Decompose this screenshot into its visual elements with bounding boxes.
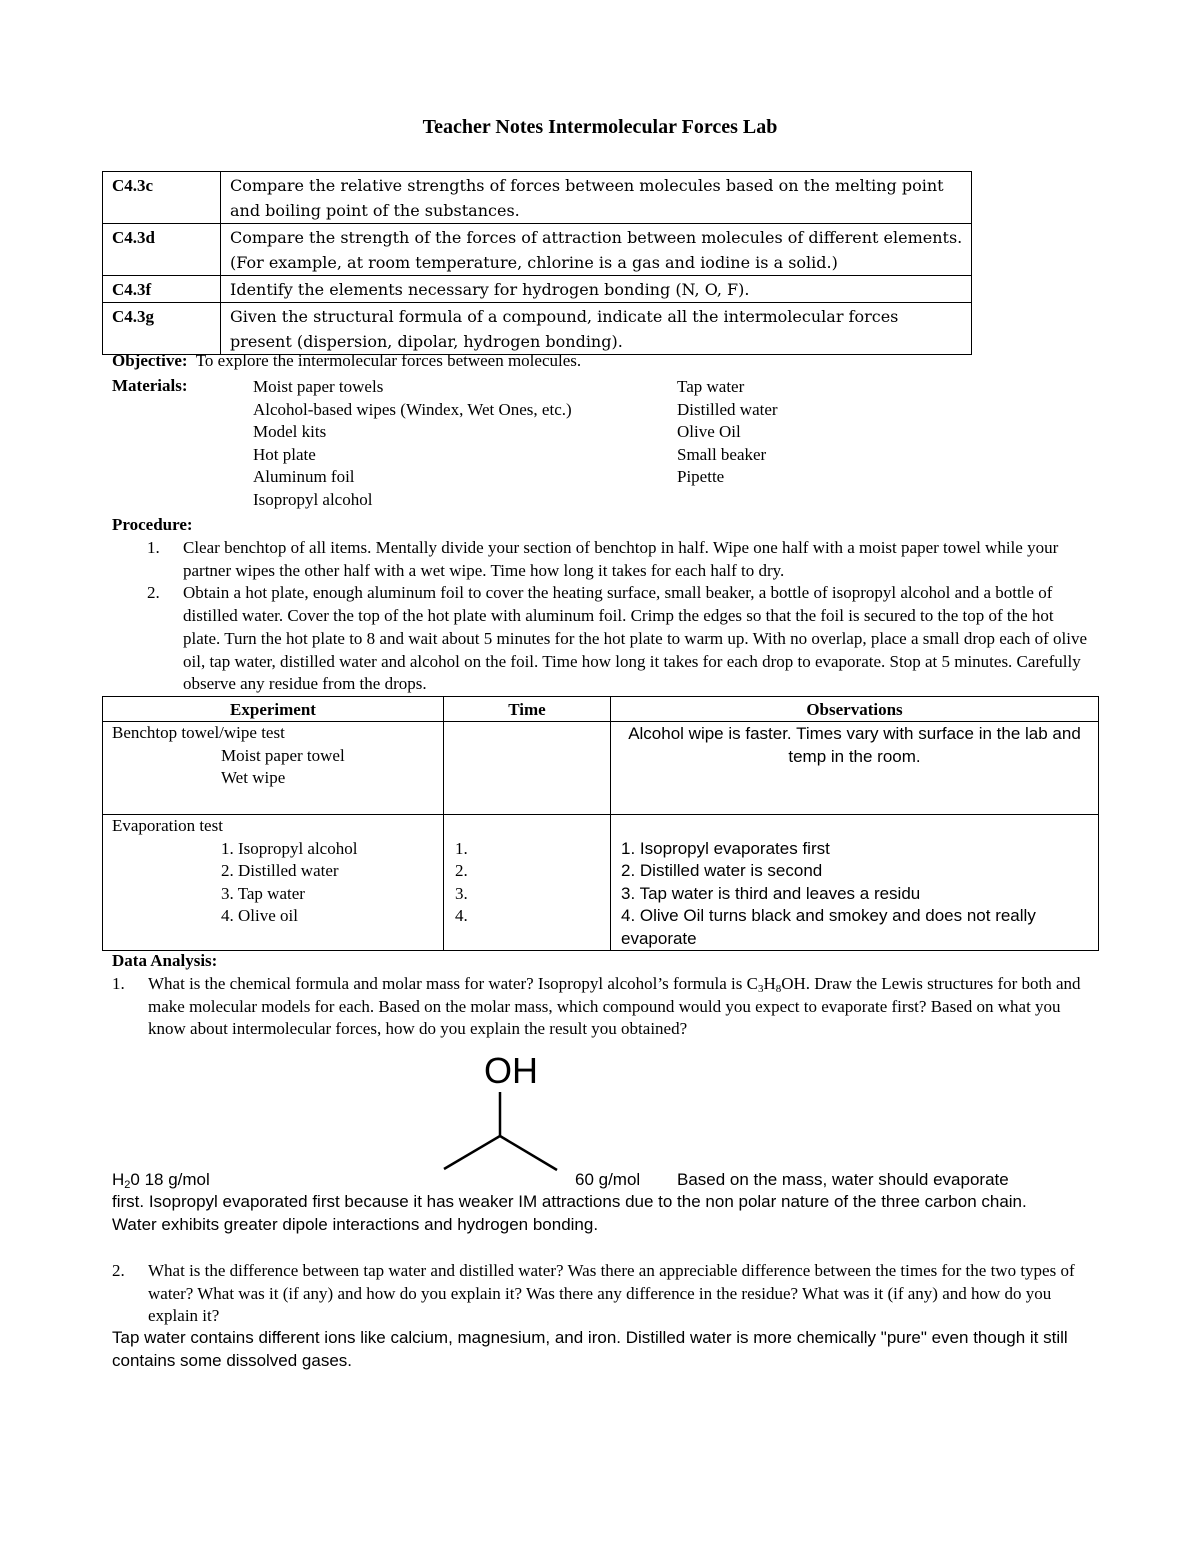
question-text: What is the difference between tap water and distilled water? Was there an appreciable difference between the times for the two types of water? What was it (if any) and how do you explain it? Was there any difference in the residue? What was it (if any) and how do you explain it? (148, 1261, 1075, 1325)
experiment-table (102, 696, 1099, 951)
column-header: Experiment (103, 697, 444, 722)
procedure-label: Procedure: (112, 515, 193, 534)
question-1 (112, 973, 1092, 1041)
table-row (103, 276, 972, 303)
procedure-step (110, 537, 1090, 582)
time-cell (444, 815, 611, 951)
subscript: 8 (775, 983, 782, 995)
list-item: Hot plate (253, 444, 316, 464)
page-title: Teacher Notes Intermolecular Forces Lab (422, 116, 778, 138)
observation-item: 4. Olive Oil turns black and smokey and does not really evaporate (621, 906, 1036, 948)
step-text: Obtain a hot plate, enough aluminum foil to cover the heating surface, small beaker, a bottle of isopropyl alcohol and a bottle of distilled water. Cover the top of the hot plate with aluminum foil. Crimp the edges so that the foil is secured to the top of the hot plate. Turn the hot plate to 8 and wait about 5 minutes for the hot plate to warm up. With no overlap, place a small drop each of olive oil, tap water, distilled water and alcohol on the foil. Time how long it takes for each drop to evaporate. Stop at 5 minutes. Carefully observe any residue from the drops. (183, 583, 1088, 694)
time-cell (444, 722, 611, 815)
question-number: 1. (112, 974, 125, 993)
experiment-title: Evaporation test (112, 816, 223, 835)
observation-item: 1. Isopropyl evaporates first (621, 838, 830, 858)
time-item: 2. (455, 861, 468, 880)
standard-text: Compare the strength of the forces of attraction between molecules of different elements. (For example, at room temperature, chlorine is a gas and iodine is a solid.) (221, 224, 972, 276)
data-analysis-label: Data Analysis: (112, 951, 218, 970)
list-item: Distilled water (677, 399, 778, 419)
experiment-title: Benchtop towel/wipe test (112, 723, 285, 742)
standard-code: C4.3g (103, 303, 221, 355)
bond-line (500, 1136, 557, 1170)
list-item: Moist paper towels (253, 377, 384, 396)
standard-code: C4.3f (103, 276, 221, 303)
answer-1-first: Based on the mass, water should evaporate (677, 1170, 1009, 1189)
experiment-cell (103, 722, 444, 815)
list-item: Tap water (677, 377, 745, 396)
experiment-item: 4. Olive oil (221, 906, 298, 925)
list-item: Alcohol-based wipes (Windex, Wet Ones, etc.) (253, 399, 572, 419)
table-header-row (103, 697, 1099, 722)
procedure-step (110, 582, 1090, 696)
experiment-item: Wet wipe (221, 768, 286, 787)
time-item: 3. (455, 883, 468, 903)
list-item: Pipette (677, 467, 725, 487)
question-text-part: H (763, 974, 776, 993)
answer-2: Tap water contains different ions like calcium, magnesium, and iron. Distilled water is more chemically "pure" even though it still contains some dissolved gases. (112, 1328, 1068, 1370)
experiment-item: 1. Isopropyl alcohol (221, 838, 358, 858)
question-text-part: What is the chemical formula and molar mass for water? Isopropyl alcohol’s formula is C (148, 974, 758, 993)
standard-code: C4.3c (103, 172, 221, 224)
water-mass (112, 1169, 210, 1192)
answer-1: first. Isopropyl evaporated first because it has weaker IM attractions due to the non polar nature of the three carbon chain. Water exhibits greater dipole interactions and hydrogen bonding. (112, 1192, 1027, 1234)
experiment-cell (103, 815, 444, 951)
subscript: 2 (124, 1179, 131, 1191)
time-item: 1. (455, 838, 468, 858)
list-item: Aluminum foil (253, 467, 355, 487)
list-item: Isopropyl alcohol (253, 489, 373, 509)
observation-cell (611, 815, 1099, 951)
subscript: 3 (757, 983, 764, 995)
water-formula-part: 0 18 g/mol (130, 1170, 210, 1189)
table-row (103, 722, 1099, 815)
step-text: Clear benchtop of all items. Mentally divide your section of benchtop in half. Wipe one half with a moist paper towel while your partner wipes the other half with a wet wipe. Time how long it takes for each half to dry. (183, 538, 1059, 580)
materials-list-right (677, 376, 778, 489)
standard-text: Identify the elements necessary for hydrogen bonding (N, O, F). (221, 276, 972, 303)
observation-item: 3. Tap water is third and leaves a residu (621, 883, 921, 903)
table-row (103, 815, 1099, 951)
experiment-item: 3. Tap water (221, 883, 305, 903)
list-item: Olive Oil (677, 422, 741, 442)
procedure-list (110, 537, 1090, 696)
standards-table (102, 171, 972, 355)
observation-cell: Alcohol wipe is faster. Times vary with surface in the lab and temp in the room. (611, 722, 1099, 815)
question-2 (112, 1260, 1092, 1328)
table-row (103, 224, 972, 276)
column-header: Observations (611, 697, 1099, 722)
objective-label: Objective: (112, 351, 188, 370)
bond-line (444, 1136, 500, 1169)
materials-list-left (253, 376, 572, 512)
table-row (103, 172, 972, 224)
question-text (112, 973, 1092, 1041)
standard-text: Compare the relative strengths of forces between molecules based on the melting point and boiling point of the substances. (221, 172, 972, 224)
list-item: Small beaker (677, 444, 767, 464)
question-number: 2. (112, 1261, 125, 1280)
question-text-part: OH. Draw the Lewis structures for both and make molecular models for each. Based on the molar mass, which compound would you expect to evaporate first? Based on what you know about intermolecular forces, how do you explain the result you obtained? (148, 974, 1081, 1038)
observation-item: 2. Distilled water is second (621, 861, 823, 880)
objective-text: To explore the intermolecular forces between molecules. (195, 351, 582, 370)
isopropyl-structure (440, 1052, 560, 1174)
isopropyl-mass: 60 g/mol (575, 1170, 641, 1189)
experiment-item: 2. Distilled water (221, 861, 339, 880)
table-row (103, 303, 972, 355)
list-item: Model kits (253, 422, 327, 442)
step-number: 2. (147, 583, 160, 603)
water-formula-part: H (112, 1170, 125, 1189)
materials-label: Materials: (112, 376, 188, 395)
column-header: Time (444, 697, 611, 722)
objective (112, 350, 581, 373)
time-item: 4. (455, 906, 468, 925)
experiment-item: Moist paper towel (221, 745, 345, 765)
step-number: 1. (147, 538, 160, 557)
standard-text: Given the structural formula of a compound, indicate all the intermolecular forces present (dispersion, dipolar, hydrogen bonding). (221, 303, 972, 355)
standard-code: C4.3d (103, 224, 221, 276)
oh-label: OH (484, 1050, 538, 1091)
